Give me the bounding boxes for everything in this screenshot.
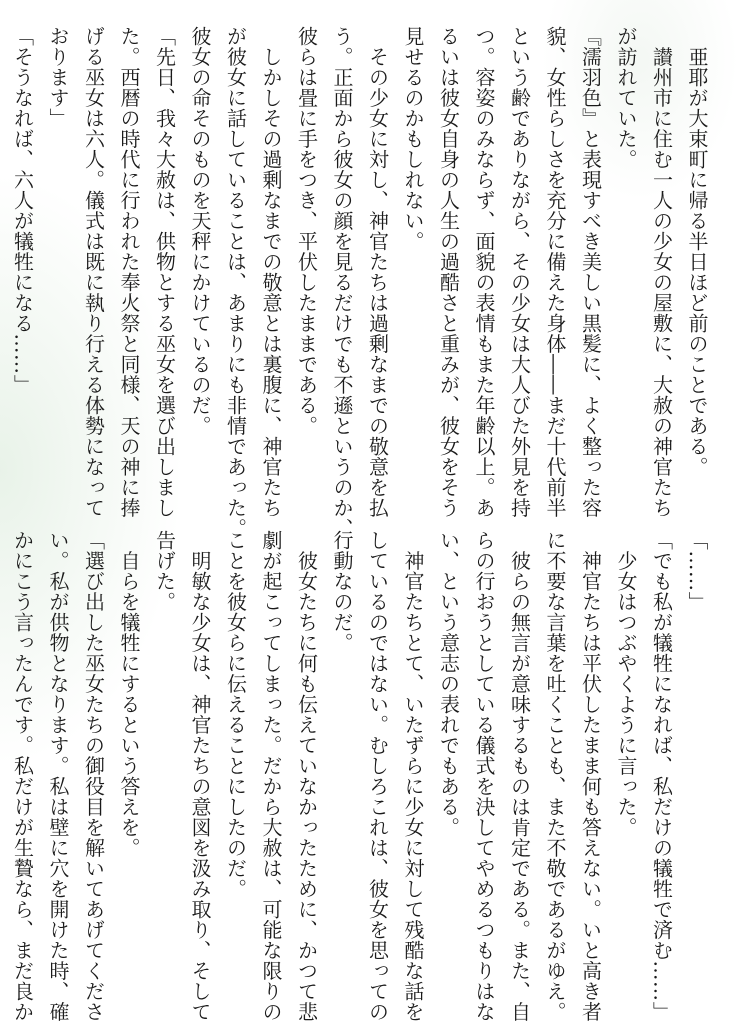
- text-line: 『濡羽色』と表現すべき美しい黒髪に、よく整った容: [578, 26, 603, 518]
- text-line: 彼女の命そのものを天秤にかけているのだ。: [188, 26, 212, 436]
- text-line: い、という意志の表れでもある。: [436, 530, 461, 838]
- text-line: 「……」: [685, 530, 709, 612]
- text-line: 亜耶が大束町に帰る半日ほど前のことである。: [685, 26, 709, 477]
- text-line: その少女に対し、神官たちは過剰なまでの敬意を払: [365, 26, 390, 518]
- text-line: う。正面から彼女の顔を見るだけでも不遜というのか、: [330, 26, 354, 539]
- text-line: げる巫女は六人。儀式は既に執り行える体勢になって: [81, 26, 106, 518]
- text-line: 告げた。: [152, 530, 177, 612]
- text-line: 神官たちとて、いたずらに少女に対して残酷な話を: [401, 530, 425, 1022]
- text-line: かにこう言ったんです。私だけが生贄なら、まだ良か: [10, 530, 35, 1022]
- text-line: 貌、女性らしさを充分に備えた身体――まだ十代前半: [543, 26, 567, 518]
- text-line: 明敏な少女は、神官たちの意図を汲み取り、そして: [188, 530, 212, 1022]
- text-line: らの行おうとしている儀式を決してやめるつもりはな: [472, 530, 496, 1022]
- text-line: い。私が供物となります。私は壁に穴を開けた時、確: [46, 530, 70, 1022]
- text-block-bottom: [10, 530, 714, 1022]
- text-line: つ。容姿のみならず、面貌の表情もまた年齢以上。あ: [472, 26, 496, 518]
- text-line: 彼女たちに何も伝えていなかったために、かつて悲: [294, 530, 319, 1022]
- text-line: るいは彼女自身の人生の過酷さと重みが、彼女をそう: [436, 26, 461, 518]
- text-line: 神官たちは平伏したまま何も答えない。いと高き者: [578, 530, 603, 1022]
- text-line: 行動なのだ。: [330, 530, 354, 653]
- text-line: ことを彼女らに伝えることにしたのだ。: [223, 530, 248, 899]
- text-line: 「そうなれば、六人が犠牲になる……」: [10, 26, 35, 395]
- text-line: た。西暦の時代に行われた奉火祭と同様、天の神に捧: [117, 26, 141, 518]
- text-line: が訪れていた。: [614, 26, 638, 170]
- text-line: 見せるのかもしれない。: [401, 26, 425, 252]
- text-line: 讃州市に住む一人の少女の屋敷に、大赦の神官たち: [649, 26, 674, 518]
- text-line: に不要な言葉を吐くことも、また不敬であるがゆえ。: [543, 530, 567, 1022]
- text-line: 劇が起こってしまった。だから大赦は、可能な限りの: [259, 530, 283, 1022]
- text-line: という齢でありながら、その少女は大人びた外見を持: [507, 26, 532, 518]
- text-block-top: [10, 26, 714, 539]
- text-line: 彼らの無言が意味するものは肯定である。また、自: [507, 530, 532, 1022]
- text-line: 「選び出した巫女たちの御役目を解いてあげてくださ: [81, 530, 106, 1022]
- text-line: しているのではない。むしろこれは、彼女を思っての: [365, 530, 390, 1022]
- text-line: 「先日、我々大赦は、供物とする巫女を選び出しまし: [152, 26, 177, 518]
- text-line: 少女はつぶやくように言った。: [614, 530, 638, 838]
- text-line: が彼女に話していることは、あまりにも非情であった。: [223, 26, 248, 539]
- text-line: 「でも私が犠牲になれば、私だけの犠牲で済む……」: [649, 530, 674, 1022]
- text-line: 彼らは畳に手をつき、平伏したままである。: [294, 26, 319, 436]
- text-line: しかしその過剰なまでの敬意とは裏腹に、神官たち: [259, 26, 283, 518]
- text-line: おります」: [46, 26, 70, 129]
- text-line: 自らを犠牲にするという答えを。: [117, 530, 141, 858]
